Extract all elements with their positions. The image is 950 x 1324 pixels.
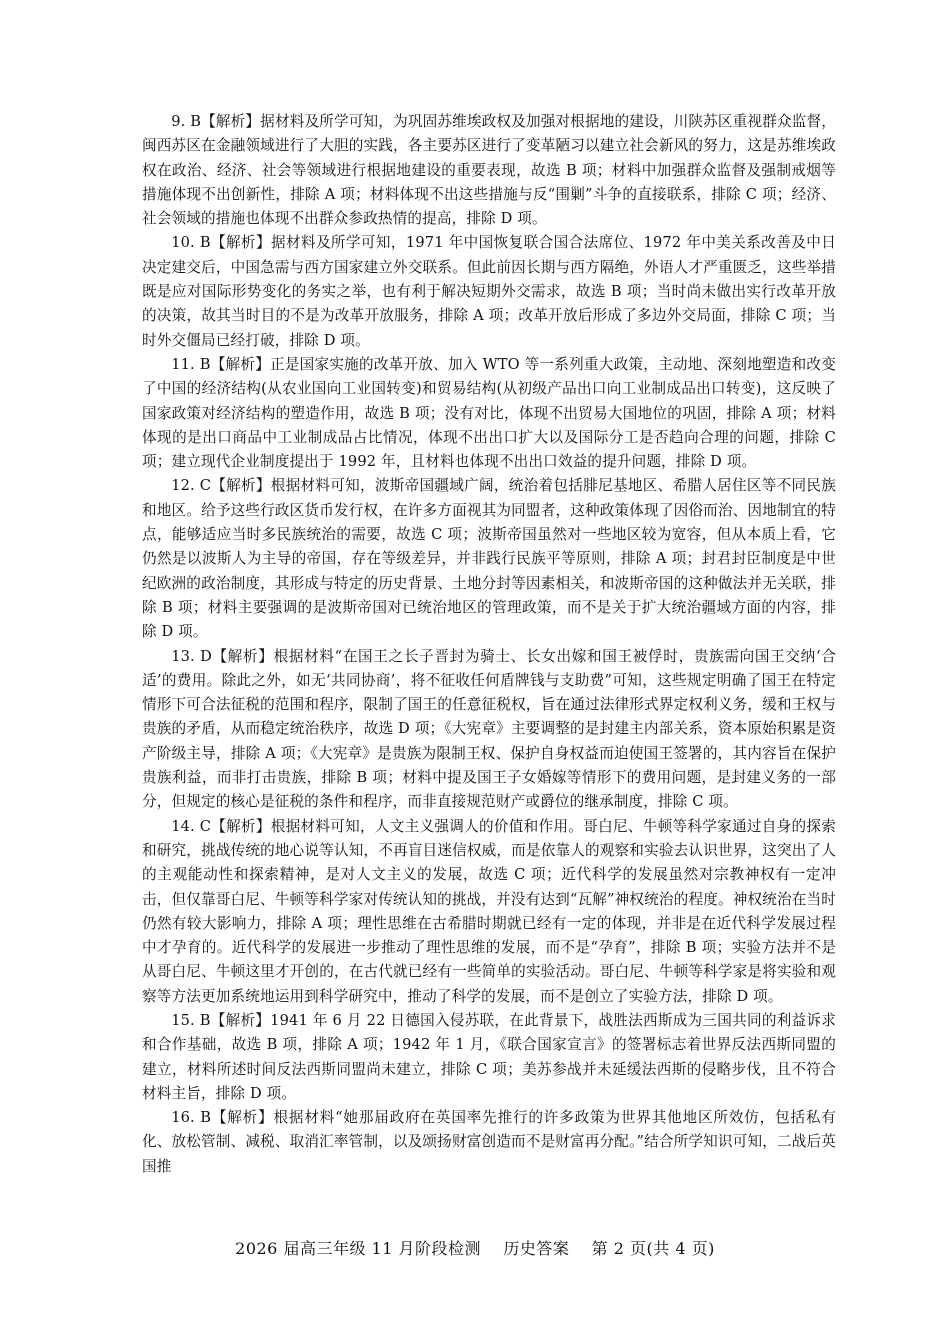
- answer-14: 14. C【解析】根据材料可知，人文主义强调人的价值和作用。哥白尼、牛顿等科学家通过自身的探索和研究，挑战传统的地心说等认知，不再盲目迷信权威，而是依靠人的观察和实验去认识世界，这突出了人的主观能动性和探索精神，是对人文主义的发展，故选 C 项；近代科学的发展虽然对宗教神权有一定冲击，但仅靠哥白尼、牛顿等科学家对传统认知的挑战，并没有达到“瓦解”神权统治的程度。神权统治在当时仍然有较大影响力，排除 A 项；理性思维在古希腊时期就已经有一定的体现，并非是在近代科学发展过程中才孕育的。近代科学的发展进一步推动了理性思维的发展，而不是“孕育”，排除 B 项；实验方法并不是从哥白尼、牛顿这里才开创的，在古代就已经有一些简单的实验活动。哥白尼、牛顿等科学家是将实验和观察等方法更加系统地运用到科学研究中，推动了科学的发展，而不是创立了实验方法，排除 D 项。: [142, 817, 836, 1005]
- answer-explanations: [142, 110, 836, 1179]
- answer-10: 10. B【解析】据材料及所学可知，1971 年中国恢复联合国合法席位、1972 年中美关系改善及中日决定建交后，中国急需与西方国家建立外交联系。但此前因长期与西方隔绝，外语人才严重匮乏，这些举措既是应对国际形势变化的务实之举，也有利于解决短期外交需求，故选 B 项；当时尚未做出实行改革开放的决策，故其当时目的不是为改革开放服务，排除 A 项；改革开放后形成了多边外交局面，排除 C 项；当时外交僵局已经打破，排除 D 项。: [142, 234, 836, 349]
- answer-9: 9. B【解析】据材料及所学可知，为巩固苏维埃政权及加强对根据地的建设，川陕苏区重视群众监督，闽西苏区在金融领域进行了大胆的实践，各主要苏区进行了变革陋习以建立社会新风的努力，这是苏维埃政权在政治、经济、社会等领域进行根据地建设的重要表现，故选 B 项；材料中加强群众监督及强制戒烟等措施体现不出创新性，排除 A 项；材料体现不出这些措施与反“围剿”斗争的直接联系，排除 C 项；经济、社会领域的措施也体现不出群众参政热情的提高，排除 D 项。: [142, 113, 836, 228]
- answer-13: 13. D【解析】根据材料“在国王之长子晋封为骑士、长女出嫁和国王被俘时，贵族需向国王交纳‘合适’的费用。除此之外，如无‘共同协商’，将不征收任何盾牌钱与支助费”可知，这些规定明确了国王在特定情形下可合法征税的范围和程序，限制了国王的任意征税权，旨在通过法律形式界定权利义务，缓和王权与贵族的矛盾，从而稳定统治秩序，故选 D 项；《大宪章》主要调整的是封建主内部关系，资本原始积累是资产阶级主导，排除 A 项；《大宪章》是贵族为限制王权、保护自身权益而迫使国王签署的，其内容旨在保护贵族利益，而非打击贵族，排除 B 项；材料中提及国王子女婚嫁等情形下的费用问题，是封建义务的一部分，但规定的核心是征税的条件和程序，而非直接规范财产或爵位的继承制度，排除 C 项。: [142, 647, 836, 811]
- answer-15: 15. B【解析】1941 年 6 月 22 日德国入侵苏联，在此背景下，战胜法西斯成为三国共同的利益诉求和合作基础，故选 B 项，排除 A 项；1942 年 1 月，《联合国家宣言》的签署标志着世界反法西斯同盟的建立，材料所述时间反法西斯同盟尚未建立，排除 C 项；美苏参战并未延缓法西斯的侵略步伐，且不符合材料主旨，排除 D 项。: [142, 1011, 836, 1102]
- answer-12: 12. C【解析】根据材料可知，波斯帝国疆域广阔，统治着包括腓尼基地区、希腊人居住区等不同民族和地区。给予这些行政区货币发行权，在许多方面视其为同盟者，这种政策体现了因俗而治、因地制宜的特点，能够适应当时多民族统治的需要，故选 C 项；波斯帝国虽然对一些地区较为宽容，但从本质上看，它仍然是以波斯人为主导的帝国，存在等级差异，并非践行民族平等原则，排除 A 项；封君封臣制度是中世纪欧洲的政治制度，其形成与特定的历史背景、土地分封等因素相关，和波斯帝国的这种做法并无关联，排除 B 项；材料主要强调的是波斯帝国对已统治地区的管理政策，而不是关于扩大统治疆域方面的内容，排除 D 项。: [142, 477, 836, 641]
- answer-11: 11. B【解析】正是国家实施的改革开放、加入 WTO 等一系列重大政策，主动地、深刻地塑造和改变了中国的经济结构(从农业国向工业国转变)和贸易结构(从初级产品出口向工业制成品出口转变)，这反映了国家政策对经济结构的塑造作用，故选 B 项；没有对比，体现不出贸易大国地位的巩固，排除 A 项；材料体现的是出口商品中工业制成品占比情况，体现不出出口扩大以及国际分工是否趋向合理的问题，排除 C 项；建立现代企业制度提出于 1992 年，且材料也体现不出出口效益的提升问题，排除 D 项。: [142, 355, 836, 471]
- page-footer: 2026 届高三年级 11 月阶段检测 历史答案 第 2 页(共 4 页): [235, 1239, 715, 1258]
- answer-16: 16. B【解析】根据材料“她那届政府在英国率先推行的许多政策为世界其他地区所效仿，包括私有化、放松管制、减税、取消汇率管制，以及颂扬财富创造而不是财富再分配。”结合所学知识可知，二战后英国推: [142, 1109, 836, 1175]
